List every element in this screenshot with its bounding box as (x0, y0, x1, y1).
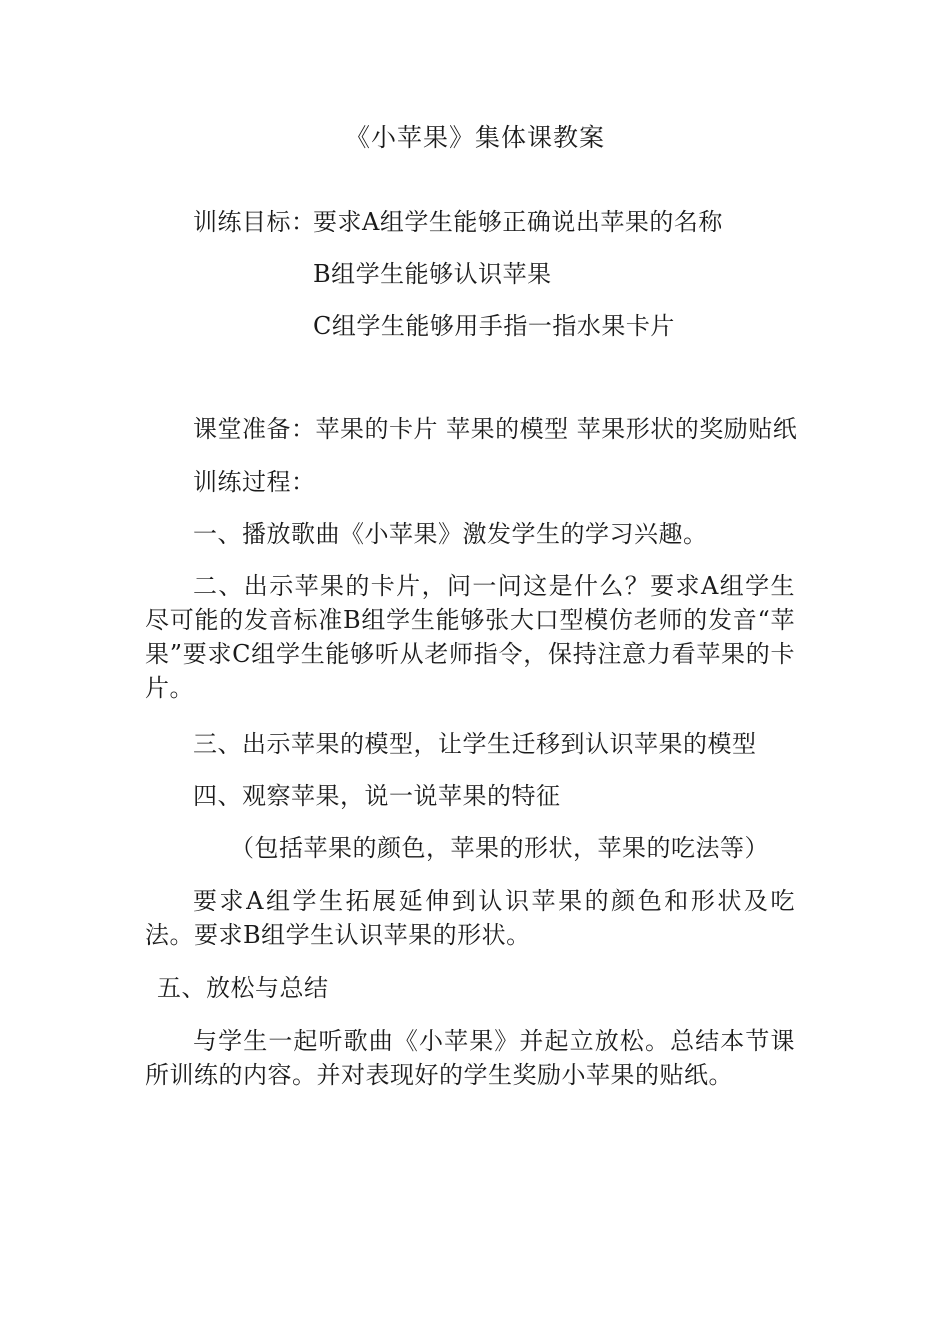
step-four-note: （包括苹果的颜色，苹果的形状，苹果的吃法等） (230, 834, 769, 862)
goal-group-c: C组学生能够用手指一指水果卡片 (313, 312, 675, 340)
step-three: 三、出示苹果的模型，让学生迁移到认识苹果的模型 (193, 730, 757, 758)
document-title: 《小苹果》集体课教案 (344, 123, 605, 152)
step-five-text: 与学生一起听歌曲《小苹果》并起立放松。总结本节课所训练的内容。并对表现好的学生奖励小苹果的贴纸。 (145, 1027, 795, 1089)
step-one: 一、播放歌曲《小苹果》激发学生的学习兴趣。 (193, 520, 708, 548)
step-four: 四、观察苹果，说一说苹果的特征 (193, 782, 561, 810)
process-label: 训练过程： (193, 468, 316, 496)
class-preparation: 课堂准备：苹果的卡片 苹果的模型 苹果形状的奖励贴纸 (193, 415, 798, 443)
step-two: 二、出示苹果的卡片，问一问这是什么？要求A组学生尽可能的发音标准B组学生能够张大口型模仿老师的发音“苹果”要求C组学生能够听从老师指令，保持注意力看苹果的卡片。 (145, 572, 795, 702)
goals-label: 训练目标： (193, 208, 316, 236)
step-five: 五、放松与总结 (157, 974, 329, 1002)
goal-group-b: B组学生能够认识苹果 (313, 260, 552, 288)
goal-group-a: 要求A组学生能够正确说出苹果的名称 (313, 208, 723, 236)
step-four-requirement: 要求A组学生拓展延伸到认识苹果的颜色和形状及吃法。要求B组学生认识苹果的形状。 (145, 887, 795, 949)
